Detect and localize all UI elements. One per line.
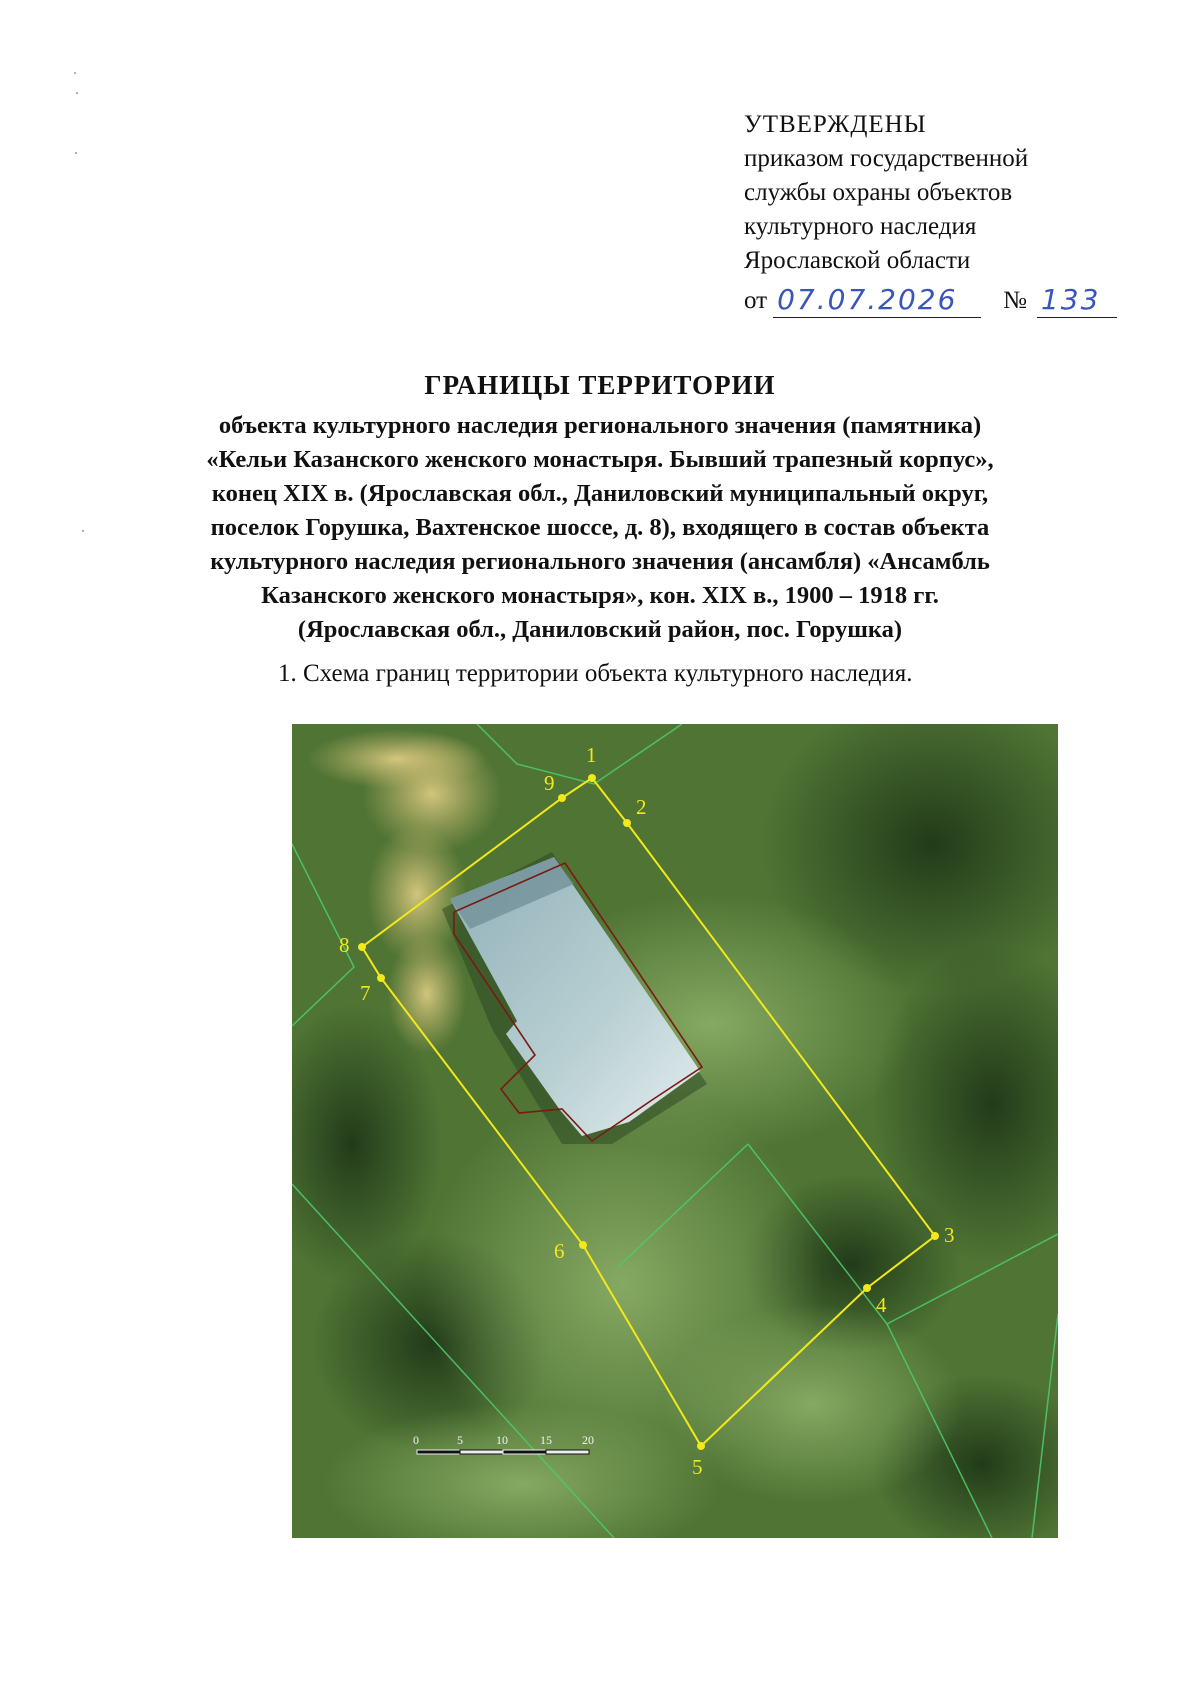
boundary-point-8: [358, 943, 366, 951]
boundary-point-6: [579, 1241, 587, 1249]
scale-bar-segment: [417, 1450, 460, 1454]
point-label-7: 7: [360, 981, 371, 1005]
boundary-point-5: [697, 1442, 705, 1450]
order-date-number: [744, 278, 1124, 318]
scale-label: 10: [496, 1433, 508, 1447]
scan-artifact: [76, 92, 78, 94]
point-label-6: 6: [554, 1239, 565, 1263]
boundary-point-2: [623, 819, 631, 827]
handwritten-number: 133: [1037, 285, 1117, 318]
scan-artifact: [82, 530, 84, 532]
boundary-point-3: [931, 1232, 939, 1240]
point-label-3: 3: [944, 1223, 955, 1247]
title-line: поселок Горушка, Вахтенское шоссе, д. 8), входящего в состав объекта: [210, 514, 990, 541]
scale-bar-segment: [546, 1450, 589, 1454]
handwritten-date: 07.07.2026: [773, 285, 981, 318]
title-line: культурного наследия регионального значения (ансамбля) «Ансамбль: [210, 548, 990, 575]
approval-line: Ярославской области: [744, 247, 971, 274]
boundary-point-7: [377, 974, 385, 982]
approval-line: культурного наследия: [744, 213, 977, 240]
title-line: конец XIX в. (Ярославская обл., Даниловский муниципальный округ,: [211, 480, 989, 507]
scan-artifact: [75, 152, 77, 154]
approval-line: приказом государственной: [744, 145, 1029, 172]
scan-artifact: [74, 72, 76, 74]
approval-line: службы охраны объектов: [744, 179, 1013, 206]
date-prefix: от: [744, 287, 768, 314]
sandy-path: [307, 729, 487, 789]
number-prefix: №: [1003, 287, 1027, 314]
scale-bar-segment: [460, 1450, 503, 1454]
sandy-path: [387, 934, 467, 1054]
grass-patch: [662, 1304, 962, 1504]
point-label-4: 4: [876, 1293, 887, 1317]
scale-label: 15: [540, 1433, 552, 1447]
title-line: «Кельи Казанского женского монастыря. Бывший трапезный корпус»,: [206, 446, 994, 473]
title-line: объекта культурного наследия регионального значения (памятника): [218, 412, 982, 439]
scale-bar-segment: [503, 1450, 546, 1454]
point-label-9: 9: [544, 771, 555, 795]
boundary-point-1: [588, 774, 596, 782]
approval-block: [744, 108, 1124, 318]
section-caption: 1. Схема границ территории объекта культурного наследия.: [278, 660, 913, 687]
scale-label: 20: [582, 1433, 594, 1447]
point-label-5: 5: [692, 1455, 703, 1479]
satellite-boundary-map: [292, 724, 1058, 1538]
point-label-2: 2: [636, 795, 647, 819]
title-line: Казанского женского монастыря», кон. XIX в., 1900 – 1918 гг.: [261, 582, 939, 609]
boundary-point-9: [558, 794, 566, 802]
boundary-point-4: [863, 1284, 871, 1292]
point-label-1: 1: [586, 743, 597, 767]
document-title: [130, 370, 1070, 647]
scale-label: 5: [457, 1433, 463, 1447]
point-label-8: 8: [339, 933, 350, 957]
approval-heading: УТВЕРЖДЕНЫ: [744, 111, 927, 138]
title-main: ГРАНИЦЫ ТЕРРИТОРИИ: [424, 370, 776, 400]
scale-label: 0: [413, 1433, 419, 1447]
title-line: (Ярославская обл., Даниловский район, пос. Горушка): [297, 616, 903, 643]
